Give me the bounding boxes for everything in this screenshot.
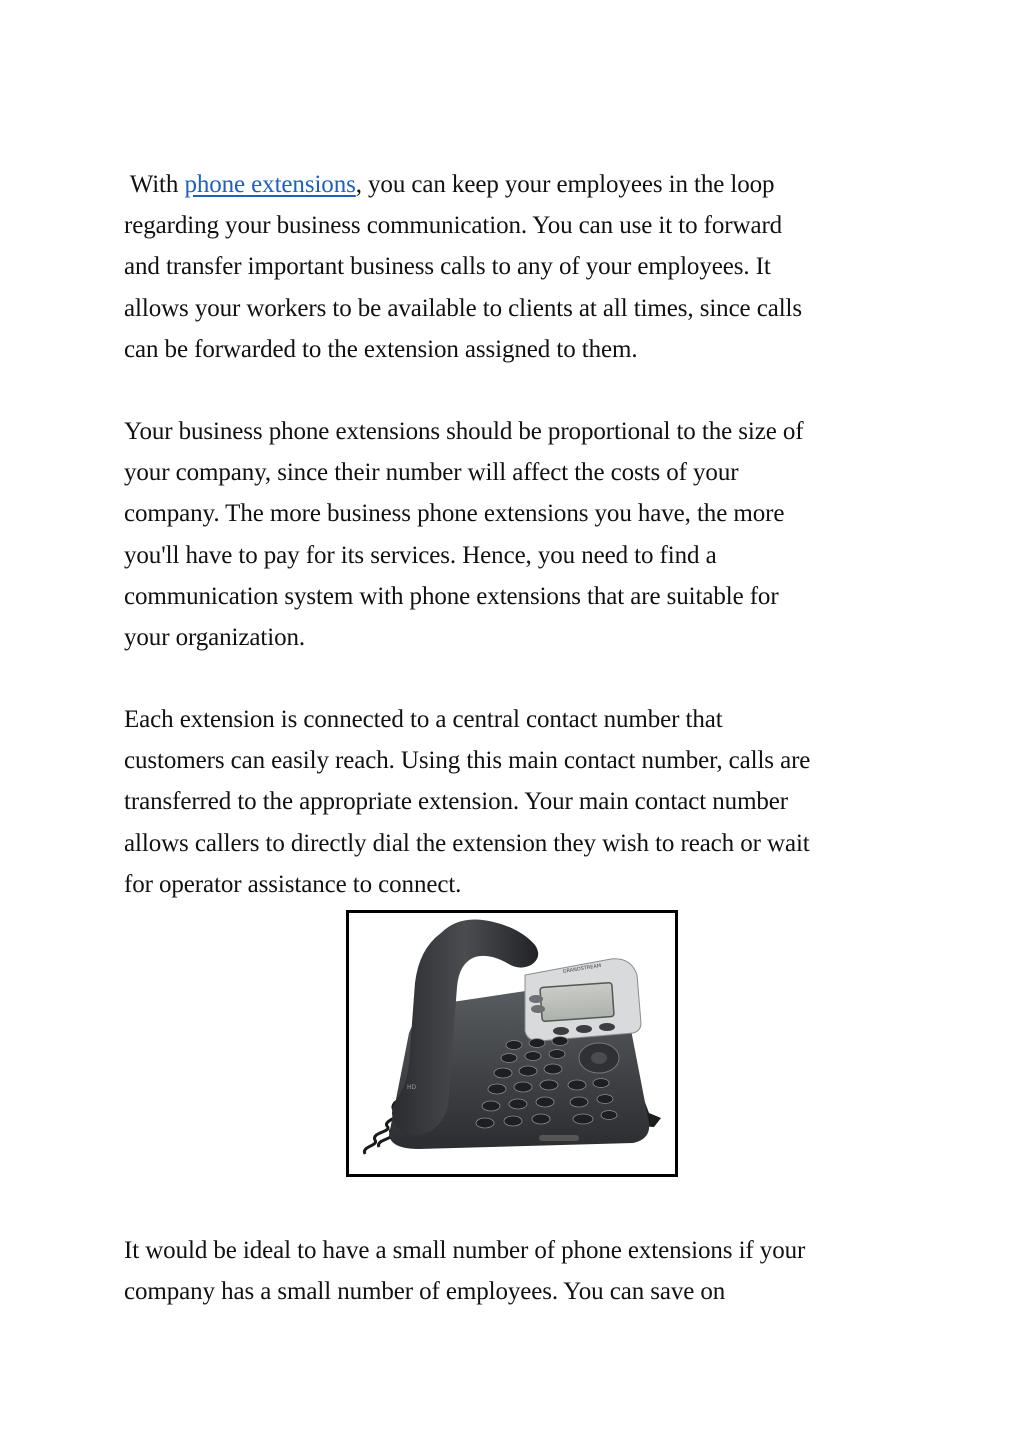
hd-label: HD (407, 1084, 417, 1091)
phone-extensions-link[interactable]: phone extensions (184, 171, 356, 198)
text-line: company. The more business phone extensions you have, the more (124, 500, 785, 528)
text-line: for operator assistance to connect. (124, 870, 462, 898)
text-line: communication system with phone extensions that are suitable for (124, 582, 779, 610)
paragraph-proportional-extensions (124, 411, 899, 658)
text-line: Each extension is connected to a central contact number that (124, 706, 723, 733)
text-line (124, 164, 899, 205)
text-prefix: With (124, 171, 185, 198)
text-line: allows callers to directly dial the extension they wish to reach or wait (124, 829, 810, 857)
paragraph-small-number-extensions (124, 1230, 899, 1312)
text-line: and transfer important business calls to any of your employees. It (124, 253, 771, 281)
text-line: can be forwarded to the extension assigned to them. (124, 335, 638, 363)
text-suffix: , you can keep your employees in the loop (355, 171, 775, 198)
paragraph-central-contact-number (124, 699, 899, 905)
desk-phone-figure (346, 910, 678, 1177)
text-line: Your business phone extensions should be proportional to the size of (124, 418, 804, 445)
text-line: regarding your business communication. You can use it to forward (124, 212, 783, 240)
text-line: company has a small number of employees. You can save on (124, 1278, 726, 1306)
text-line: your organization. (124, 624, 306, 652)
text-line: you'll have to pay for its services. Hence, you need to find a (124, 541, 717, 569)
paragraph-phone-extensions-intro (124, 164, 899, 370)
text-line: your company, since their number will affect the costs of your (124, 459, 739, 487)
text-line: allows your workers to be available to clients at all times, since calls (124, 294, 803, 322)
brand-label: GRANDSTREAM (562, 962, 602, 975)
desk-phone-icon (349, 913, 675, 1174)
text-line: transferred to the appropriate extension. Your main contact number (124, 788, 789, 816)
text-line: It would be ideal to have a small number of phone extensions if your (124, 1237, 806, 1264)
text-line: customers can easily reach. Using this main contact number, calls are (124, 747, 811, 775)
